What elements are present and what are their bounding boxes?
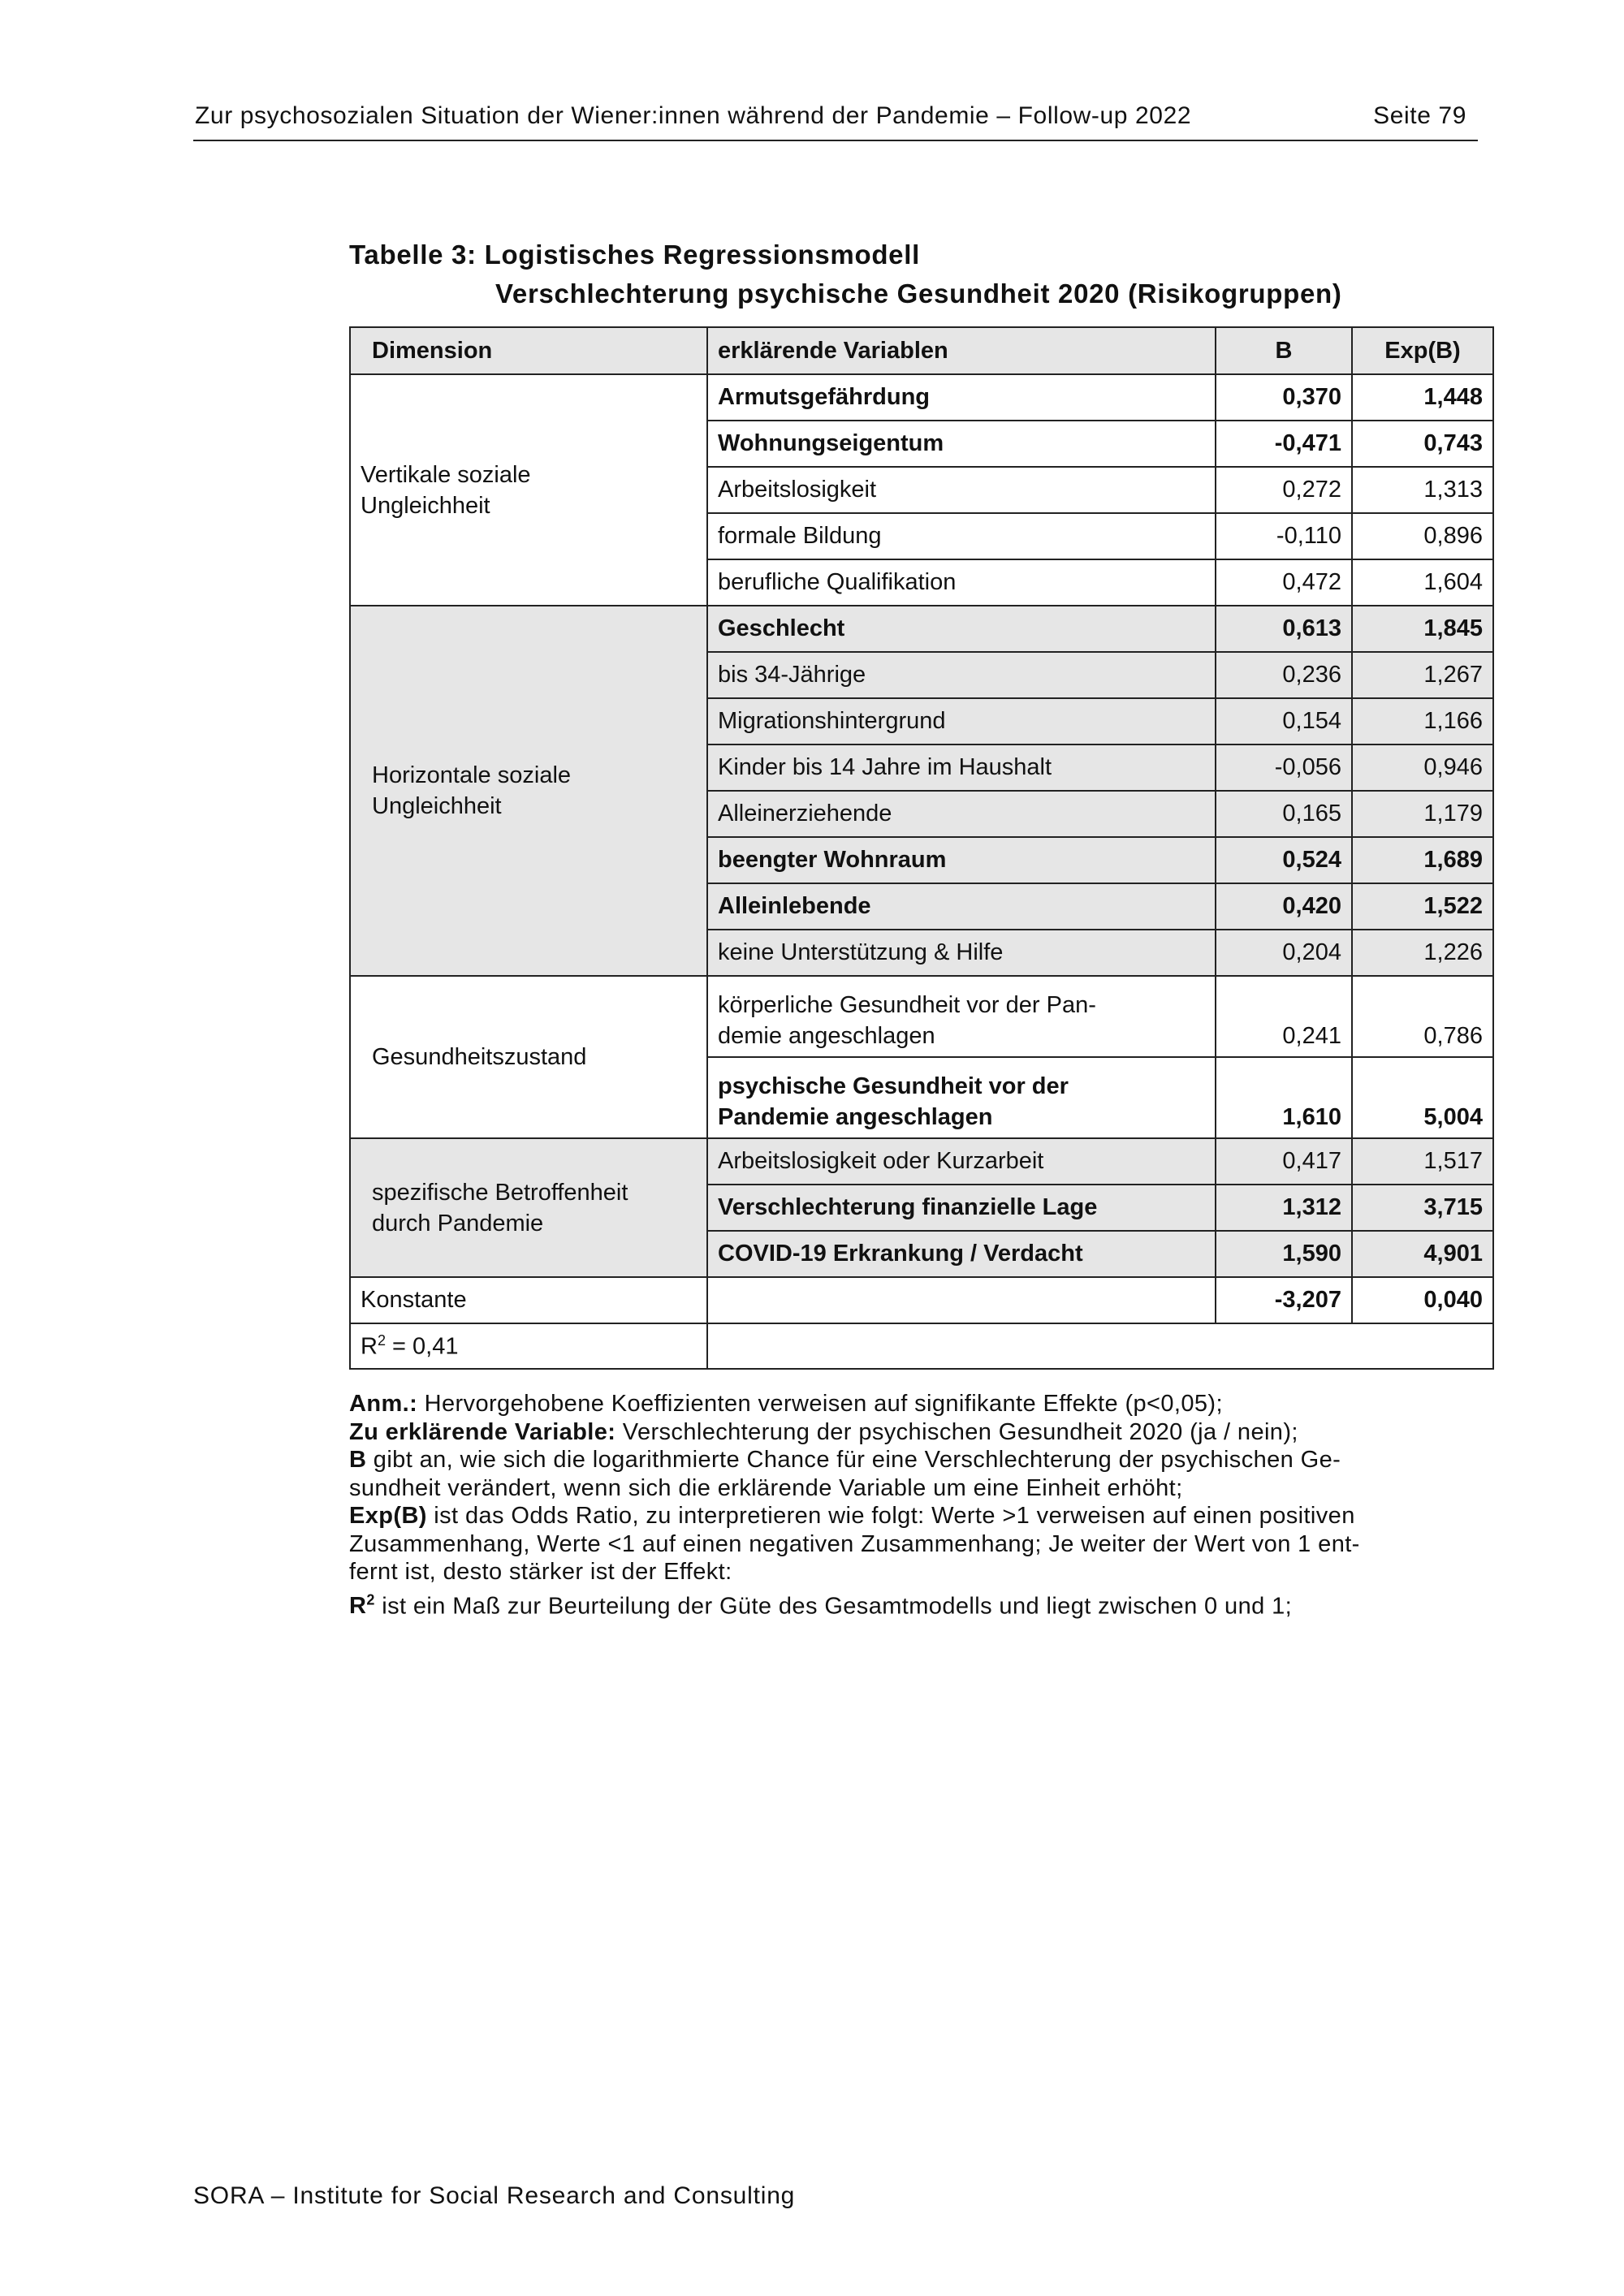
expb-cell: 0,786 (1352, 976, 1493, 1057)
variable-cell: Wohnungseigentum (707, 421, 1216, 467)
variable-line-2: demie angeschlagen (718, 1023, 935, 1049)
caption-line-1: Tabelle 3: Logistisches Regressionsmodell (349, 240, 920, 270)
b-cell: 0,272 (1216, 467, 1352, 513)
r-squared-value: = 0,41 (385, 1333, 459, 1360)
note-expb-cont-2: fernt ist, desto stärker ist der Effekt: (349, 1559, 732, 1585)
expb-cell: 0,040 (1352, 1277, 1493, 1323)
b-cell: 0,472 (1216, 559, 1352, 606)
variable-cell: Migrationshintergrund (707, 698, 1216, 744)
table-row (350, 606, 1493, 652)
variable-cell: Arbeitslosigkeit (707, 467, 1216, 513)
note-b (349, 1446, 1478, 1474)
note-variable-label: Zu erklärende Variable: (349, 1418, 616, 1445)
header-expb: Exp(B) (1352, 327, 1493, 374)
page-header (193, 102, 1478, 141)
page-footer: SORA – Institute for Social Research and Consulting (193, 2182, 796, 2209)
header-dimension: Dimension (350, 327, 707, 374)
page-number: Seite 79 (1373, 102, 1466, 129)
b-cell: 0,154 (1216, 698, 1352, 744)
note-variable-text: Verschlechterung der psychischen Gesundheit 2020 (ja / nein); (615, 1418, 1298, 1445)
variable-cell: keine Unterstützung & Hilfe (707, 930, 1216, 976)
note-r2-sup: 2 (366, 1591, 375, 1608)
table-row (350, 374, 1493, 421)
r-squared-sup: 2 (377, 1331, 386, 1349)
note-variable (349, 1418, 1478, 1447)
variable-line-2: Pandemie angeschlagen (718, 1104, 993, 1130)
expb-cell: 4,901 (1352, 1231, 1493, 1277)
variable-cell: Arbeitslosigkeit oder Kurzarbeit (707, 1138, 1216, 1185)
b-cell: -0,056 (1216, 744, 1352, 791)
b-cell: 0,613 (1216, 606, 1352, 652)
note-r2-text: ist ein Maß zur Beurteilung der Güte des Gesamtmodells und liegt zwischen 0 und 1; (374, 1593, 1293, 1620)
dimension-cell: Vertikale soziale Ungleichheit (350, 374, 707, 606)
b-cell: 0,204 (1216, 930, 1352, 976)
b-cell: 0,370 (1216, 374, 1352, 421)
header-title: Zur psychosozialen Situation der Wiener:innen während der Pandemie – Follow-up 2022 (195, 102, 1192, 129)
variable-cell: bis 34-Jährige (707, 652, 1216, 698)
variable-cell: Armutsgefährdung (707, 374, 1216, 421)
note-b-label: B (349, 1447, 367, 1473)
note-r2-label (349, 1593, 375, 1619)
variable-cell (707, 1057, 1216, 1138)
dimension-cell: spezifische Betroffenheit durch Pandemie (350, 1138, 707, 1277)
b-cell: 0,165 (1216, 791, 1352, 837)
header-variables: erklärende Variablen (707, 327, 1216, 374)
caption-line-2: Verschlechterung psychische Gesundheit 2020 (Risikogruppen) (495, 278, 1342, 309)
r-squared-cell (350, 1323, 707, 1369)
expb-cell: 1,448 (1352, 374, 1493, 421)
note-b-text-1: gibt an, wie sich die logarithmierte Chance für eine Verschlechterung der psychischen Ge- (366, 1447, 1341, 1473)
b-cell: 0,241 (1216, 976, 1352, 1057)
b-cell: -3,207 (1216, 1277, 1352, 1323)
expb-cell: 0,946 (1352, 744, 1493, 791)
variable-cell: COVID-19 Erkrankung / Verdacht (707, 1231, 1216, 1277)
note-anm-text: Hervorgehobene Koeffizienten verweisen auf signifikante Effekte (p<0,05); (417, 1391, 1223, 1417)
expb-cell: 1,313 (1352, 467, 1493, 513)
b-cell: 1,610 (1216, 1057, 1352, 1138)
table-row (350, 976, 1493, 1057)
note-expb (349, 1502, 1478, 1530)
variable-cell: beengter Wohnraum (707, 837, 1216, 883)
dimension-cell: Gesundheitszustand (350, 976, 707, 1138)
b-cell: 1,590 (1216, 1231, 1352, 1277)
expb-cell: 3,715 (1352, 1185, 1493, 1231)
r-squared-row (350, 1323, 1493, 1369)
expb-cell: 1,604 (1352, 559, 1493, 606)
variable-cell: Alleinlebende (707, 883, 1216, 930)
constant-label: Konstante (350, 1277, 707, 1323)
constant-row (350, 1277, 1493, 1323)
table-caption (349, 235, 1342, 313)
b-cell: -0,471 (1216, 421, 1352, 467)
expb-cell: 5,004 (1352, 1057, 1493, 1138)
expb-cell: 0,896 (1352, 513, 1493, 559)
expb-cell: 1,689 (1352, 837, 1493, 883)
b-cell: 0,420 (1216, 883, 1352, 930)
constant-empty-cell (707, 1277, 1216, 1323)
expb-cell: 1,166 (1352, 698, 1493, 744)
dimension-cell: Horizontale soziale Ungleichheit (350, 606, 707, 976)
note-r2 (349, 1586, 1478, 1621)
expb-cell: 1,179 (1352, 791, 1493, 837)
expb-cell: 0,743 (1352, 421, 1493, 467)
note-anm (349, 1390, 1478, 1418)
b-cell: 1,312 (1216, 1185, 1352, 1231)
table-row (350, 1138, 1493, 1185)
r-squared-empty-cell (707, 1323, 1493, 1369)
variable-cell: Alleinerziehende (707, 791, 1216, 837)
b-cell: 0,417 (1216, 1138, 1352, 1185)
r-squared-prefix: R (361, 1333, 378, 1360)
expb-cell: 1,845 (1352, 606, 1493, 652)
expb-cell: 1,517 (1352, 1138, 1493, 1185)
note-expb-cont-1: Zusammenhang, Werte <1 auf einen negativen Zusammenhang; Je weiter der Wert von 1 ent- (349, 1530, 1360, 1557)
b-cell: -0,110 (1216, 513, 1352, 559)
table-notes (349, 1390, 1478, 1621)
note-expb-text-1: ist das Odds Ratio, zu interpretieren wie folgt: Werte >1 verweisen auf einen positiven (426, 1503, 1355, 1529)
b-cell: 0,236 (1216, 652, 1352, 698)
variable-cell: Geschlecht (707, 606, 1216, 652)
expb-cell: 1,267 (1352, 652, 1493, 698)
regression-table (349, 326, 1494, 1370)
variable-cell: berufliche Qualifikation (707, 559, 1216, 606)
variable-line-1: körperliche Gesundheit vor der Pan- (718, 992, 1096, 1018)
expb-cell: 1,522 (1352, 883, 1493, 930)
note-b-cont: sundheit verändert, wenn sich die erklärende Variable um eine Einheit erhöht; (349, 1474, 1183, 1501)
header-b: B (1216, 327, 1352, 374)
variable-cell (707, 976, 1216, 1057)
expb-cell: 1,226 (1352, 930, 1493, 976)
note-anm-label: Anm.: (349, 1391, 418, 1417)
note-r2-letter: R (349, 1593, 367, 1620)
variable-cell: Verschlechterung finanzielle Lage (707, 1185, 1216, 1231)
note-expb-label: Exp(B) (349, 1503, 427, 1529)
variable-cell: formale Bildung (707, 513, 1216, 559)
variable-cell: Kinder bis 14 Jahre im Haushalt (707, 744, 1216, 791)
b-cell: 0,524 (1216, 837, 1352, 883)
variable-line-1: psychische Gesundheit vor der (718, 1073, 1069, 1099)
table-header-row (350, 327, 1493, 374)
